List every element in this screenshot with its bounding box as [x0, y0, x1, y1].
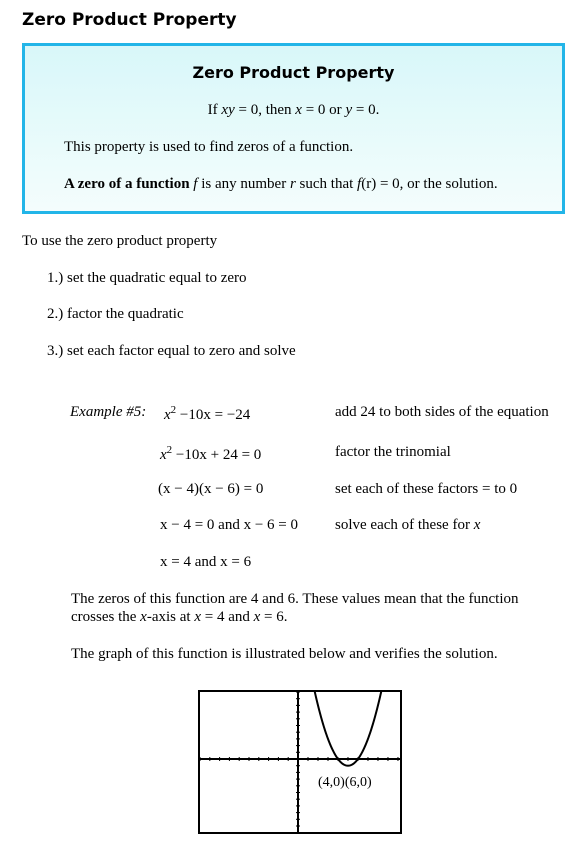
usage-text: This property is used to find zeros of a function.: [64, 139, 354, 155]
definition-box: [22, 43, 565, 214]
conclusion-line-2: crosses the x-axis at x = 4 and x = 6.: [71, 609, 288, 625]
example-equation-5: x = 4 and x = 6: [160, 554, 252, 570]
example-equation-1: $x^2 -10x = -24$: [164, 404, 251, 423]
zero-definition: A zero of a function f is any number r such that f(r) = 0, or the solution.: [64, 176, 498, 192]
graph-plot: [200, 692, 400, 832]
example-note-4: solve each of these for x: [335, 517, 481, 533]
parabola-curve: [313, 692, 382, 766]
roots-label: (4,0)(6,0): [318, 775, 372, 790]
example-equation-4: x − 4 = 0 and x − 6 = 0: [160, 517, 298, 533]
zero-product-rule: If xy = 0, then x = 0 or y = 0.: [207, 102, 380, 118]
example-equation-3: (x − 4)(x − 6) = 0: [158, 481, 264, 497]
example-label: Example #5:: [70, 404, 147, 420]
step-1: 1.) set the quadratic equal to zero: [47, 270, 247, 286]
example-note-2: factor the trinomial: [335, 444, 451, 460]
step-3: 3.) set each factor equal to zero and solve: [47, 343, 296, 359]
graph-intro: The graph of this function is illustrated below and verifies the solution.: [71, 646, 498, 662]
function-graph: [198, 690, 402, 834]
conclusion-line-1: The zeros of this function are 4 and 6. These values mean that the function: [71, 591, 519, 607]
example-note-3: set each of these factors = to 0: [335, 481, 518, 497]
definition-title: Zero Product Property: [192, 63, 395, 82]
intro-text: To use the zero product property: [22, 233, 218, 249]
example-note-1: add 24 to both sides of the equation: [335, 404, 549, 420]
page-title: Zero Product Property: [22, 10, 237, 30]
step-2: 2.) factor the quadratic: [47, 306, 184, 322]
example-equation-2: $x^2 -10x + 24 = 0$: [160, 444, 262, 463]
